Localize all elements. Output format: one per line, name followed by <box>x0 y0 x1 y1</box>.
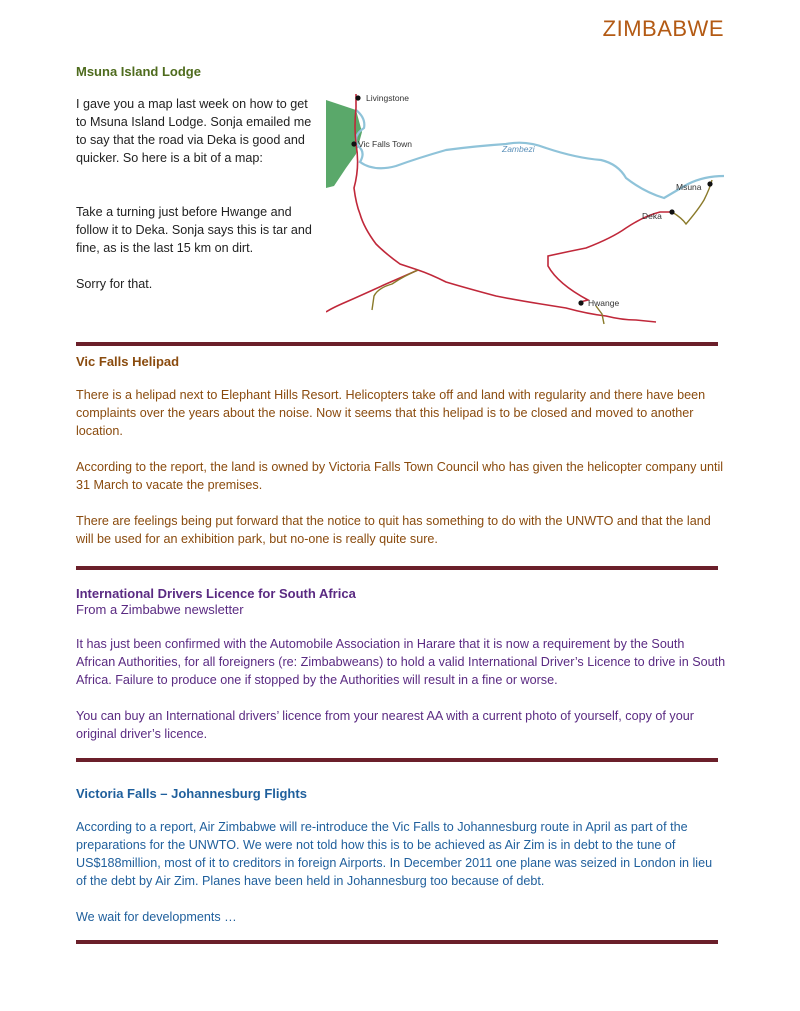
section-subtitle: From a Zimbabwe newsletter <box>76 602 244 617</box>
paragraph: We wait for developments … <box>76 910 237 924</box>
section-divider <box>76 940 718 944</box>
msuna-marker <box>707 181 712 186</box>
section-international-drivers-licence <box>76 586 726 761</box>
msuna-label: Msuna <box>676 182 702 192</box>
section-divider <box>76 758 718 762</box>
livingstone-label: Livingstone <box>366 93 410 103</box>
paragraph: Take a turning just before Hwange and follow it to Deka. Sonja says this is tar and fine, as is the last 15 km on dirt. <box>76 205 312 255</box>
section-johannesburg-flights <box>76 786 726 944</box>
section-divider <box>76 566 718 570</box>
vic-falls-label: Vic Falls Town <box>358 139 413 149</box>
tar-road-main <box>354 94 656 322</box>
section-title: International Drivers Licence for South Africa <box>76 586 356 601</box>
section-divider <box>76 342 718 346</box>
section-msuna-island-lodge <box>76 64 316 311</box>
country-header: ZIMBABWE <box>602 16 724 41</box>
paragraph: Sorry for that. <box>76 277 153 291</box>
paragraph: It has just been confirmed with the Automobile Association in Harare that it is now a requirement by the South African Authorities, for all foreigners (re: Zimbabweans) to hold a valid International Driver’s Licence to drive in South Africa. Failure to produce one if stopped by the Authorities will result in a fine or worse. <box>76 637 726 687</box>
hwange-marker <box>578 300 583 305</box>
route-map <box>326 88 726 328</box>
paragraph: I gave you a map last week on how to get to Msuna Island Lodge. Sonja emailed me to say that the road via Deka is good and quicker. So here is a bit of a map: <box>76 97 312 165</box>
section-title: Victoria Falls – Johannesburg Flights <box>76 786 307 801</box>
deka-label: Deka <box>642 211 662 221</box>
vic-falls-marker <box>351 141 356 146</box>
paragraph: There are feelings being put forward that the notice to quit has something to do with the UNWTO and that the land will be used for an exhibition park, but no-one is really quite sure. <box>76 514 711 546</box>
deka-marker <box>669 209 674 214</box>
dirt-road-west <box>372 270 418 310</box>
section-title: Vic Falls Helipad <box>76 354 180 369</box>
paragraph: According to a report, Air Zimbabwe will re-introduce the Vic Falls to Johannesburg route in April as part of the preparations for the UNWTO. We were not told how this is to be achieved as Air Zim is in debt to the tune of US$188million, most of it to creditors in foreign Airports. In December 2011 one plane was seized in London in lieu of the debt by Air Zim. Planes have been held in Johannesburg too because of debt. <box>76 820 713 888</box>
hwange-label: Hwange <box>588 298 620 308</box>
zambezi-label: Zambezi <box>502 144 535 154</box>
section-title: Msuna Island Lodge <box>76 64 201 79</box>
tar-road-deka <box>548 212 672 302</box>
paragraph: There is a helipad next to Elephant Hills Resort. Helicopters take off and land with regularity and there have been complaints over the years about the noise. Now it seems that this helipad is to be closed and moved to another location. <box>76 388 706 438</box>
paragraph: According to the report, the land is owned by Victoria Falls Town Council who has given the helicopter company until 31 March to vacate the premises. <box>76 460 724 492</box>
zambezi-river <box>356 110 724 198</box>
section-vic-falls-helipad <box>76 354 726 566</box>
paragraph: You can buy an International drivers’ licence from your nearest AA with a current photo of yourself, copy of your original driver’s licence. <box>76 709 694 741</box>
livingstone-marker <box>355 95 360 100</box>
